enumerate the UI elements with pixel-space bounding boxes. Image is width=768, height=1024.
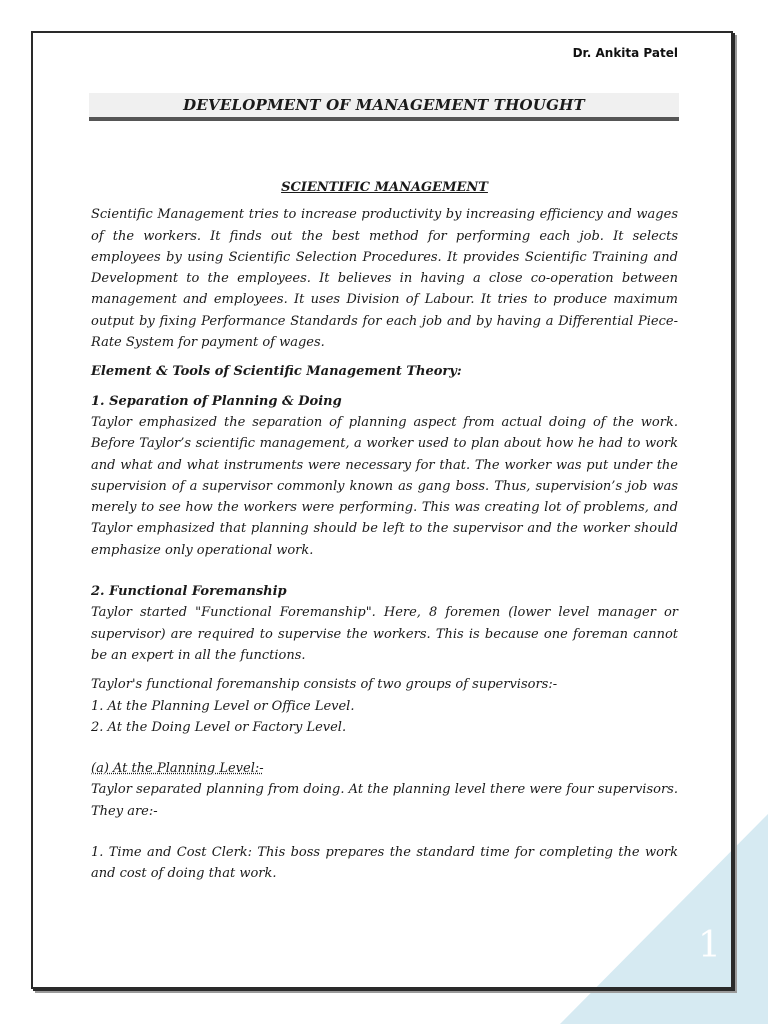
item1-paragraph: Taylor emphasized the separation of planning aspect from actual doing of the work. Before Taylor’s scientific management, a worker used to plan about how he had to work and what and what instruments were necessary for that. The worker was put under the supervision of a supervisor commonly known as gang boss. Thus, supervision’s job was merely to see how the workers were performing. This was creating lot of problems, and Taylor emphasized that planning should be left to the supervisor and the worker should emphasize only operational work. [91,414,678,558]
item2-number: 2. [91,584,105,600]
intro-paragraph: Scientific Management tries to increase productivity by increasing efficiency and wages of the workers. It finds out the best method for performing each job. It selects employees by using Scientific Selection Procedures. It provides Scientific Training and Development to the employees. It believes in having a close co-operation between management and employees. It uses Division of Labour. It tries to produce maximum output by fixing Performance Standards for each job and by having a Differential Piece-Rate System for payment of wages. [91,207,678,351]
page-number: 1 [698,925,721,966]
planning-level-paragraph: Taylor separated planning from doing. At the planning level there were four supervisors. They are:- [91,782,678,819]
document-title: DEVELOPMENT OF MANAGEMENT THOUGHT [183,96,585,114]
author-name: Dr. Ankita Patel [572,46,678,60]
item2-title: Functional Foremanship [109,584,287,600]
time-cost-clerk-paragraph: 1. Time and Cost Clerk: This boss prepares the standard time for completing the work and cost of doing that work. [91,845,678,882]
title-banner [89,93,679,121]
groups-intro: Taylor's functional foremanship consists of two groups of supervisors:- [91,677,558,693]
section-heading: SCIENTIFIC MANAGEMENT [281,180,488,195]
group-planning-level: 1. At the Planning Level or Office Level. [91,698,355,714]
item2-heading [91,581,678,602]
item1-title: Separation of Planning & Doing [109,393,342,409]
item2-paragraph: Taylor started "Functional Foremanship". Here, 8 foremen (lower level manager or supervisor) are required to supervise the workers. This is because one foreman cannot be an expert in all the functions. [91,605,678,663]
planning-level-heading: (a) At the Planning Level:- [91,761,264,777]
item1-number: 1. [91,393,105,409]
elements-heading: Element & Tools of Scientific Management Theory: [91,364,462,380]
group-doing-level: 2. At the Doing Level or Factory Level. [91,719,347,735]
document-body [91,177,678,885]
item1-heading [91,391,678,412]
